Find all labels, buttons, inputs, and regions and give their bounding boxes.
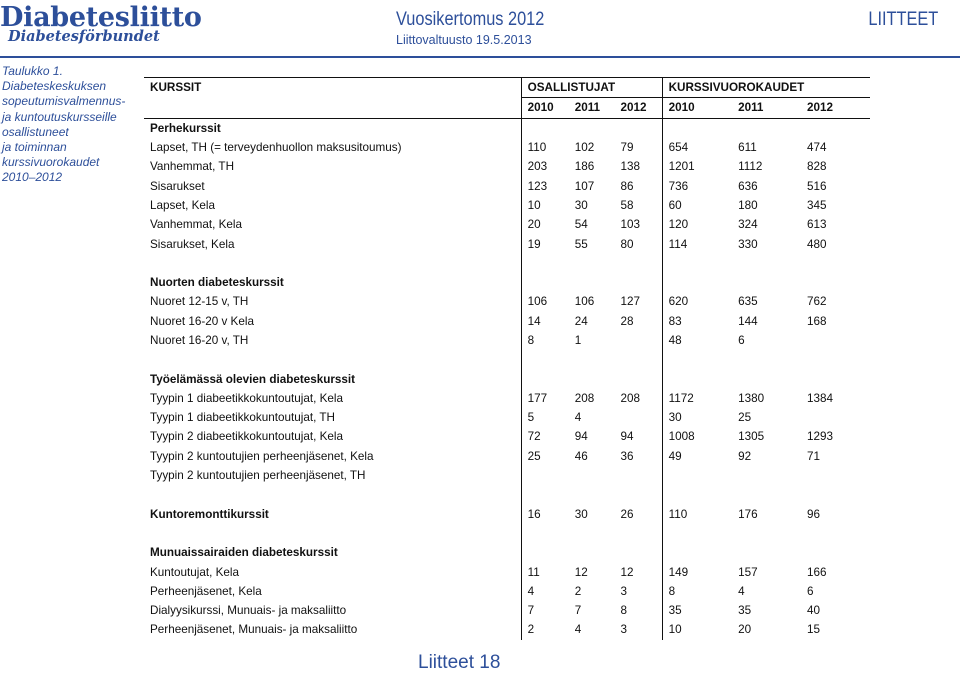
value-cell: [521, 118, 569, 138]
value-cell: 12: [574, 565, 588, 579]
row-label: Tyypin 2 kuntoutujien perheenjäsenet, TH: [144, 466, 521, 485]
value-cell: [521, 254, 569, 273]
value-cell: 25: [738, 411, 752, 425]
year-header: 2012: [801, 98, 870, 118]
document-title: Vuosikertomus 2012: [396, 9, 545, 30]
caption-line: ja kuntoutuskursseille: [2, 109, 117, 124]
value-cell: 620: [668, 295, 689, 309]
value-cell: 55: [574, 237, 588, 251]
value-cell: 54: [574, 218, 588, 232]
table-row: [144, 408, 870, 427]
table-row: [144, 292, 870, 311]
value-cell: [801, 350, 870, 369]
value-cell: 345: [806, 198, 827, 212]
row-label: Sisarukset: [144, 176, 521, 195]
value-cell: 110: [527, 141, 547, 155]
value-cell: 203: [527, 160, 548, 174]
value-cell: 3: [615, 620, 663, 639]
value-cell: 611: [738, 141, 757, 155]
value-cell: [569, 543, 615, 562]
value-cell: 107: [574, 179, 595, 193]
value-cell: 1201: [668, 160, 695, 174]
value-cell: 1: [574, 334, 582, 347]
value-cell: 46: [574, 449, 588, 463]
value-cell: 176: [738, 507, 758, 521]
year-header: 2011: [732, 98, 801, 118]
value-cell: [615, 118, 663, 138]
row-label: Tyypin 2 diabeetikkokuntoutujat, Kela: [144, 427, 521, 446]
value-cell: 3: [615, 582, 663, 601]
value-cell: 26: [615, 505, 663, 524]
value-cell: 15: [806, 623, 820, 637]
value-cell: [615, 485, 663, 504]
table-header-row: [144, 78, 870, 98]
caption-line: 2010–2012: [2, 170, 63, 185]
header-participants: OSALLISTUJAT: [521, 78, 662, 98]
value-cell: 186: [574, 160, 595, 174]
spacer-cell: [144, 524, 521, 543]
value-cell: 8: [527, 334, 535, 347]
table-row: [144, 176, 870, 195]
value-cell: 80: [615, 234, 663, 253]
caption-line: Taulukko 1.: [2, 64, 63, 78]
value-cell: [732, 543, 801, 562]
value-cell: [732, 350, 801, 369]
page-footer: Liitteet 18: [418, 652, 501, 673]
value-cell: [615, 369, 663, 388]
caption-line: sopeutumisvalmennus-: [2, 94, 126, 109]
year-header: 2012: [615, 98, 663, 118]
row-label: Sisarukset, Kela: [144, 234, 521, 253]
value-cell: 40: [806, 604, 820, 618]
table-row: [144, 234, 870, 253]
value-cell: [732, 466, 801, 485]
spacer-cell: [144, 350, 521, 369]
value-cell: [569, 524, 615, 543]
table-caption: [2, 64, 138, 186]
caption-line: osallistuneet: [2, 124, 69, 139]
row-label: Dialyysikurssi, Munuais- ja maksaliitto: [144, 601, 521, 620]
value-cell: [615, 543, 663, 562]
spacer-row: [144, 350, 870, 369]
value-cell: [662, 273, 732, 292]
value-cell: 35: [738, 604, 752, 618]
value-cell: 20: [527, 218, 541, 232]
value-cell: 166: [806, 565, 827, 579]
section-title: Munuaissairaiden diabeteskurssit: [144, 543, 521, 562]
value-cell: 208: [574, 391, 595, 405]
value-cell: 330: [738, 237, 758, 251]
spacer-row: [144, 524, 870, 543]
year-spacer: [144, 98, 521, 118]
section-title-row: [144, 369, 870, 388]
value-cell: 1112: [738, 160, 763, 174]
value-cell: 71: [806, 449, 820, 463]
value-cell: 24: [574, 314, 588, 328]
value-cell: 72: [527, 430, 541, 444]
value-cell: 4: [527, 584, 535, 598]
spacer-row: [144, 485, 870, 504]
spacer-row: [144, 254, 870, 273]
value-cell: 6: [738, 334, 745, 347]
header-course-days: KURSSIVUOROKAUDET: [662, 78, 870, 98]
value-cell: 114: [668, 237, 688, 251]
section-title: Perhekurssit: [144, 118, 521, 138]
value-cell: 30: [574, 198, 588, 212]
value-cell: 103: [615, 215, 663, 234]
value-cell: 157: [738, 565, 758, 579]
value-cell: 19: [527, 237, 541, 251]
row-label: Vanhemmat, TH: [144, 157, 521, 176]
row-label: Lapset, Kela: [144, 196, 521, 215]
value-cell: 138: [615, 157, 663, 176]
value-cell: [615, 524, 663, 543]
row-label: Nuoret 16-20 v, TH: [144, 331, 521, 350]
value-cell: [615, 254, 663, 273]
row-label: Tyypin 1 diabeetikkokuntoutujat, Kela: [144, 389, 521, 408]
value-cell: 1380: [738, 391, 765, 405]
value-cell: [615, 408, 663, 427]
value-cell: 94: [615, 427, 663, 446]
table-row: [144, 620, 870, 639]
value-cell: 94: [574, 430, 588, 444]
header-divider: [0, 56, 960, 58]
logo-diabetesforbundet: Diabetesförbundet: [8, 28, 160, 45]
value-cell: [801, 408, 870, 427]
value-cell: [569, 254, 615, 273]
value-cell: [569, 485, 615, 504]
value-cell: 16: [527, 507, 541, 521]
table-row: [144, 389, 870, 408]
value-cell: 7: [574, 604, 582, 618]
caption-line: kurssivuorokaudet: [2, 155, 100, 170]
value-cell: 762: [806, 295, 827, 309]
value-cell: 83: [668, 314, 682, 328]
table-row: [144, 447, 870, 466]
value-cell: 635: [738, 295, 758, 309]
value-cell: 2: [527, 623, 535, 637]
value-cell: [521, 350, 569, 369]
document-subtitle: Liittovaltuusto 19.5.2013: [396, 33, 532, 47]
row-label: Perheenjäsenet, Munuais- ja maksaliitto: [144, 620, 521, 639]
value-cell: 177: [527, 391, 548, 405]
page-header: [0, 0, 960, 50]
value-cell: 4: [574, 623, 582, 637]
value-cell: [521, 466, 569, 485]
value-cell: 60: [668, 198, 682, 212]
row-label: Lapset, TH (= terveydenhuollon maksusitoumus): [144, 138, 521, 157]
value-cell: 1293: [806, 430, 833, 444]
value-cell: 480: [806, 237, 827, 251]
value-cell: 208: [615, 389, 663, 408]
value-cell: 516: [806, 179, 827, 193]
value-cell: 110: [668, 507, 688, 521]
value-cell: [521, 524, 569, 543]
value-cell: 7: [527, 604, 535, 618]
value-cell: 86: [615, 176, 663, 195]
value-cell: 30: [574, 507, 588, 521]
spacer-cell: [144, 254, 521, 273]
value-cell: [615, 350, 663, 369]
section-title: Nuorten diabeteskurssit: [144, 273, 521, 292]
value-cell: [801, 273, 870, 292]
value-cell: 828: [806, 160, 827, 174]
value-cell: [732, 524, 801, 543]
value-cell: [569, 118, 615, 138]
value-cell: [521, 369, 569, 388]
value-cell: 1008: [668, 430, 695, 444]
value-cell: 20: [738, 623, 752, 637]
value-cell: 180: [738, 198, 758, 212]
value-cell: [521, 485, 569, 504]
value-cell: 613: [806, 218, 827, 232]
value-cell: [662, 369, 732, 388]
row-label: Tyypin 1 diabeetikkokuntoutujat, TH: [144, 408, 521, 427]
value-cell: 10: [527, 198, 541, 212]
value-cell: [732, 485, 801, 504]
value-cell: [732, 254, 801, 273]
table-row: [144, 157, 870, 176]
value-cell: 96: [806, 507, 820, 521]
section-title: Kuntoremonttikurssit: [144, 505, 521, 524]
value-cell: 92: [738, 449, 752, 463]
value-cell: [569, 466, 615, 485]
row-label: Perheenjäsenet, Kela: [144, 582, 521, 601]
value-cell: [662, 466, 732, 485]
table-row: [144, 601, 870, 620]
value-cell: [732, 118, 801, 138]
section-title: Työelämässä olevien diabeteskurssit: [144, 369, 521, 388]
year-header: 2010: [521, 98, 569, 118]
value-cell: 10: [668, 623, 682, 637]
value-cell: 106: [574, 295, 595, 309]
value-cell: 79: [615, 138, 663, 157]
row-label: Vanhemmat, Kela: [144, 215, 521, 234]
table-row: [144, 312, 870, 331]
value-cell: 120: [668, 218, 689, 232]
table-row: [144, 215, 870, 234]
value-cell: [662, 543, 732, 562]
value-cell: 636: [738, 179, 758, 193]
caption-line: Diabeteskeskuksen: [2, 79, 107, 94]
value-cell: [662, 485, 732, 504]
value-cell: 102: [574, 141, 595, 155]
header-courses: KURSSIT: [144, 78, 521, 98]
value-cell: [662, 350, 732, 369]
value-cell: [615, 331, 663, 350]
table-row: [144, 331, 870, 350]
table-row: [144, 196, 870, 215]
value-cell: [521, 273, 569, 292]
value-cell: [662, 118, 732, 138]
value-cell: [801, 524, 870, 543]
value-cell: 6: [806, 584, 814, 598]
value-cell: [662, 254, 732, 273]
value-cell: [801, 331, 870, 350]
section-title-row: [144, 505, 870, 524]
value-cell: 8: [668, 584, 676, 598]
value-cell: 4: [574, 411, 582, 425]
table-year-row: [144, 98, 870, 118]
value-cell: [569, 350, 615, 369]
value-cell: 474: [806, 141, 827, 155]
value-cell: 25: [527, 449, 541, 463]
value-cell: 149: [668, 565, 689, 579]
value-cell: 36: [615, 447, 663, 466]
value-cell: 324: [738, 218, 758, 232]
value-cell: [801, 485, 870, 504]
course-statistics-table: [144, 77, 870, 640]
value-cell: 35: [668, 604, 682, 618]
row-label: Kuntoutujat, Kela: [144, 562, 521, 581]
section-title: LIITTEET: [868, 9, 938, 30]
value-cell: [569, 273, 615, 292]
section-title-row: [144, 118, 870, 138]
value-cell: 8: [615, 601, 663, 620]
value-cell: 127: [615, 292, 663, 311]
value-cell: [521, 543, 569, 562]
value-cell: 5: [527, 411, 535, 425]
section-title-row: [144, 273, 870, 292]
logo-diabetesliitto: Diabetesliitto: [0, 2, 202, 33]
value-cell: 48: [668, 334, 682, 347]
value-cell: 123: [527, 179, 548, 193]
value-cell: [615, 466, 663, 485]
value-cell: 1172: [668, 391, 694, 405]
value-cell: 106: [527, 295, 548, 309]
value-cell: 654: [668, 141, 689, 155]
caption-line: ja toiminnan: [2, 140, 67, 155]
value-cell: 12: [615, 562, 663, 581]
value-cell: 49: [668, 449, 682, 463]
value-cell: 58: [615, 196, 663, 215]
value-cell: [801, 466, 870, 485]
table-row: [144, 138, 870, 157]
table-row: [144, 562, 870, 581]
table-row: [144, 427, 870, 446]
value-cell: 28: [615, 312, 663, 331]
value-cell: 736: [668, 179, 689, 193]
value-cell: 168: [806, 314, 827, 328]
value-cell: 144: [738, 314, 758, 328]
value-cell: [801, 118, 870, 138]
value-cell: 4: [738, 584, 745, 598]
table-row: [144, 466, 870, 485]
row-label: Nuoret 16-20 v Kela: [144, 312, 521, 331]
spacer-cell: [144, 485, 521, 504]
value-cell: [615, 273, 663, 292]
section-title-row: [144, 543, 870, 562]
value-cell: 11: [527, 565, 540, 579]
row-label: Nuoret 12-15 v, TH: [144, 292, 521, 311]
value-cell: [801, 369, 870, 388]
table-row: [144, 582, 870, 601]
value-cell: [801, 543, 870, 562]
value-cell: 2: [574, 584, 582, 598]
row-label: Tyypin 2 kuntoutujien perheenjäsenet, Kela: [144, 447, 521, 466]
value-cell: [732, 273, 801, 292]
value-cell: 30: [668, 411, 682, 425]
value-cell: [662, 524, 732, 543]
value-cell: 14: [527, 314, 541, 328]
year-header: 2011: [569, 98, 615, 118]
value-cell: [732, 369, 801, 388]
value-cell: 1305: [738, 430, 765, 444]
year-header: 2010: [662, 98, 732, 118]
value-cell: 1384: [806, 391, 833, 405]
value-cell: [569, 369, 615, 388]
value-cell: [801, 254, 870, 273]
